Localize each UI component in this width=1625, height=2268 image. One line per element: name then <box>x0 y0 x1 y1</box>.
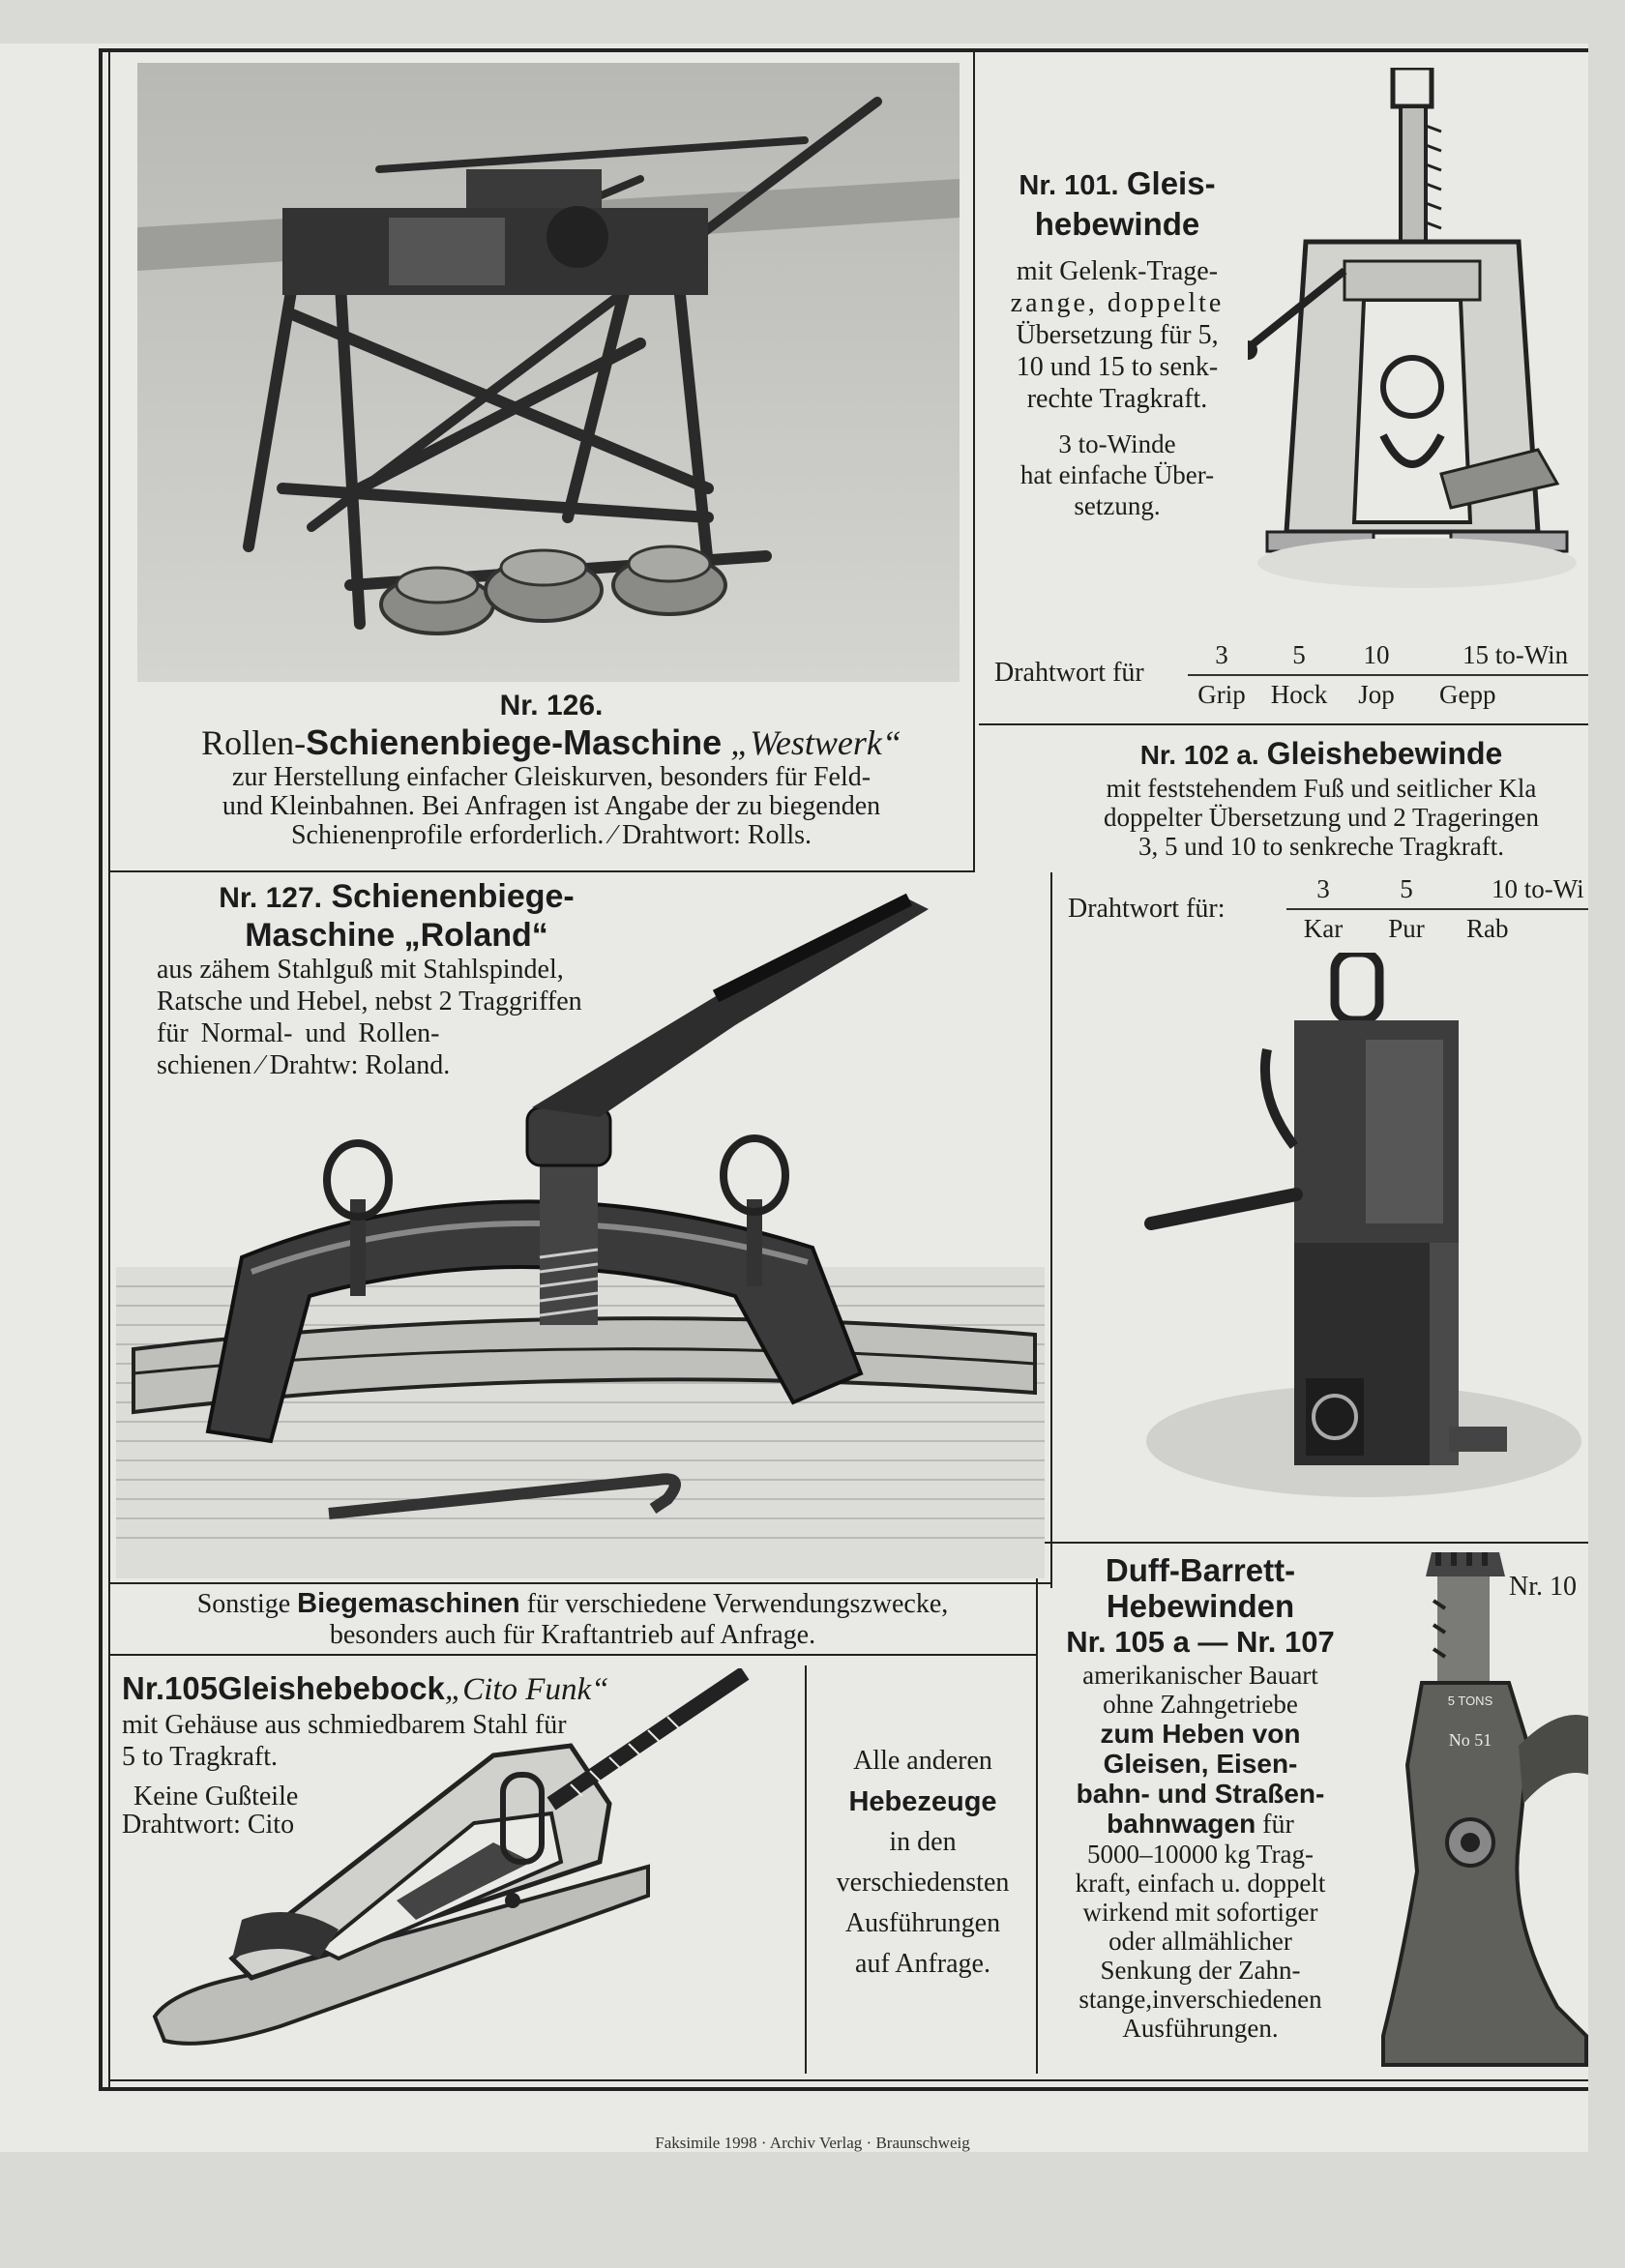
nr101-note-2: hat einfache Über- <box>1019 460 1215 489</box>
frame-top-rule <box>102 48 1588 52</box>
nr101-code-10 <box>1343 640 1410 710</box>
nr102a-title <box>1054 735 1588 774</box>
alle-line-5: auf Anfrage. <box>855 1949 990 1979</box>
duff-line-b1: 5000–10000 kg Trag- <box>1086 1840 1315 1869</box>
divider-right-mid <box>1037 1542 1588 1544</box>
duff-bold-tail: für <box>1262 1810 1294 1840</box>
nr126-number: Nr. 126. <box>499 690 604 722</box>
duff-barrett-jack-illustration <box>1364 1552 1588 2079</box>
nr102a-line-1: mit feststehendem Fuß und seitlicher Kla <box>1106 774 1537 803</box>
nr105-title-name: „Cito Funk“ <box>444 1672 609 1707</box>
nr101-note-1: 3 to-Winde <box>1058 429 1176 458</box>
jack-mark-tons: 5 TONS <box>1447 1694 1493 1708</box>
nr126-photo <box>137 63 960 682</box>
divider-right-col <box>1050 872 1052 1588</box>
footer-imprint: Faksimile 1998 · Archiv Verlag · Braunschweig <box>655 2134 970 2152</box>
duff-line-b2: kraft, einfach u. doppelt <box>1075 1869 1326 1898</box>
nr126-line-3: Schienenprofile erforderlich. ⁄ Drahtwort: Rolls. <box>290 820 812 850</box>
duff-bold-4 <box>1041 1809 1360 1840</box>
alle-line-3: verschiedensten <box>836 1868 1010 1898</box>
alle-line-2: in den <box>889 1827 957 1857</box>
nr127-line-3: für Normal- und Rollen- <box>157 1018 440 1048</box>
nr101-code-num: 10 <box>1343 640 1410 676</box>
sonstige-post: für verschiedene Verwendungszwecke, <box>526 1589 949 1619</box>
frame-bottom-rule <box>99 2087 1588 2091</box>
nr126-line-2: und Kleinbahnen. Bei Anfragen ist Angabe der zu biegenden <box>222 791 881 821</box>
nr102a-code-num: 10 to-Wi <box>1453 874 1588 910</box>
roland-bending-machine-illustration <box>116 890 1045 1578</box>
duff-bold-4-text: bahnwagen <box>1107 1809 1256 1839</box>
frame-left-rule <box>99 48 103 2091</box>
nr102a-code-table <box>1286 874 1588 944</box>
nr101-title-b: hebewinde <box>1034 206 1200 242</box>
nr126-title-main: Schienenbiege-Maschine <box>306 722 723 762</box>
nr127-line-2: Ratsche und Hebel, nebst 2 Traggriffen <box>157 987 582 1016</box>
nr101-line-2: zange, doppelte <box>1010 288 1225 318</box>
duff-line-b6: stange,inverschiedenen <box>1078 1985 1322 2014</box>
nr101-code-table <box>1188 640 1588 710</box>
alle-bold: Hebezeuge <box>848 1786 997 1817</box>
sonstige-line-2: besonders auch für Kraftantrieb auf Anfrage. <box>329 1620 816 1650</box>
sonstige-pre: Sonstige <box>196 1589 291 1619</box>
nr102a-code-10 <box>1453 874 1588 944</box>
duff-barrett-text <box>1041 1552 1360 2043</box>
nr102a-title-main: Gleishebewinde <box>1266 736 1503 771</box>
duff-range: Nr. 105 a — Nr. 107 <box>1066 1625 1335 1659</box>
nr101-code-word: Hock <box>1270 680 1328 709</box>
cito-funk-gleishebebock-illustration <box>145 1668 803 2055</box>
duff-bold-3: bahn- und Straßen- <box>1076 1779 1325 1809</box>
nr102a-code-5 <box>1360 874 1453 944</box>
nr105-note-1: Keine Gußteile <box>133 1782 299 1811</box>
duff-title-2: Hebewinden <box>1106 1588 1295 1624</box>
divider-nr126-bottom <box>108 870 975 872</box>
nr105-line-2: 5 to Tragkraft. <box>122 1742 278 1772</box>
nr102a-code-label: Drahtwort für: <box>1068 894 1226 924</box>
duff-line-a2: ohne Zahngetriebe <box>1103 1690 1298 1719</box>
nr101-code-num: 15 to-Win <box>1410 640 1588 676</box>
nr101-text <box>977 164 1257 521</box>
alle-line-1: Alle anderen <box>853 1746 992 1776</box>
nr102a-text <box>1054 735 1588 861</box>
nr126-line-1: zur Herstellung einfacher Gleiskurven, besonders für Feld- <box>231 762 872 792</box>
divider-sonstige-bottom <box>108 1654 1037 1656</box>
sonstige-biegemaschinen <box>108 1588 1037 1651</box>
nr126-title-name: „Westwerk“ <box>730 723 901 762</box>
nr101-line-5: rechte Tragkraft. <box>1026 384 1208 414</box>
nr105-note-2: Drahtwort: Cito <box>122 1810 295 1840</box>
nr101-code-num: 3 <box>1188 640 1256 676</box>
frame-left-inner-rule <box>108 52 110 2087</box>
nr102a-line-2: doppelter Übersetzung und 2 Trageringen <box>1104 803 1539 832</box>
nr101-code-num: 5 <box>1256 640 1343 676</box>
nr101-code-word: Grip <box>1197 680 1246 709</box>
duff-line-b7: Ausführungen. <box>1122 2014 1279 2043</box>
duff-line-b5: Senkung der Zahn- <box>1100 1956 1301 1985</box>
duff-side-label: Nr. 10 <box>1509 1572 1577 1602</box>
rail-bending-machine-illustration <box>137 63 960 682</box>
nr126-title-prefix: Rollen- <box>201 723 307 762</box>
duff-bold-1: zum Heben von <box>1100 1719 1301 1749</box>
nr105-number: Nr.105 <box>122 1670 219 1706</box>
nr101-code-word: Jop <box>1358 680 1395 709</box>
nr126-caption <box>135 690 967 850</box>
nr126-title <box>135 722 967 763</box>
nr105-line-1: mit Gehäuse aus schmiedbarem Stahl für <box>122 1710 567 1740</box>
gleishebewinde-102a-illustration <box>1141 953 1586 1504</box>
nr102a-code-3 <box>1286 874 1360 944</box>
nr127-number: Nr. 127. <box>219 882 322 914</box>
duff-line-b3: wirkend mit sofortiger <box>1082 1898 1318 1927</box>
nr127-line-4: schienen ⁄ Drahtw: Roland. <box>157 1050 451 1075</box>
nr105-title-main: Gleishebebock <box>218 1670 445 1706</box>
duff-bold-2: Gleisen, Eisen- <box>1103 1749 1298 1779</box>
nr101-code-label: Drahtwort für <box>994 658 1144 688</box>
nr102a-code-word: Rab <box>1466 914 1509 943</box>
alle-anderen-hebezeuge <box>809 1741 1037 1985</box>
nr101-number: Nr. 101. <box>1019 170 1119 201</box>
nr102a-code-num: 3 <box>1286 874 1360 910</box>
jack-mark-number: No 51 <box>1448 1730 1492 1750</box>
nr102a-code-num: 5 <box>1360 874 1453 910</box>
sonstige-bold: Biegemaschinen <box>297 1588 520 1619</box>
frame-bottom-inner-rule <box>108 2079 1588 2081</box>
duff-line-b4: oder allmählicher <box>1108 1927 1292 1956</box>
nr101-title-a: Gleis- <box>1126 165 1216 201</box>
nr101-code-3 <box>1188 640 1256 710</box>
nr101-code-5 <box>1256 640 1343 710</box>
nr101-line-1: mit Gelenk-Trage- <box>1016 256 1219 286</box>
divider-vertical-main <box>973 52 975 872</box>
divider-105-alle <box>805 1665 807 2074</box>
nr102a-code-word: Kar <box>1303 914 1344 943</box>
divider-127-bottom <box>108 1582 1052 1584</box>
nr101-title <box>977 164 1257 205</box>
duff-line-a1: amerikanischer Bauart <box>1082 1661 1318 1690</box>
divider-101-bottom <box>979 723 1588 725</box>
nr101-code-15 <box>1410 640 1588 710</box>
nr101-line-4: 10 und 15 to senk- <box>1016 352 1219 382</box>
nr102a-code-word: Pur <box>1388 914 1425 943</box>
gleishebewinde-101-illustration <box>1248 68 1588 619</box>
sonstige-line-1 <box>108 1588 1037 1620</box>
alle-line-4: Ausführungen <box>844 1908 1001 1938</box>
nr101-note-3: setzung. <box>1074 491 1161 520</box>
nr101-line-3: Übersetzung für 5, <box>1016 320 1219 350</box>
nr127-title-a: Schienenbiege- <box>331 878 575 915</box>
duff-title-1: Duff-Barrett- <box>1105 1552 1296 1588</box>
nr102a-number: Nr. 102 a. <box>1139 740 1259 770</box>
nr102a-line-3: 3, 5 und 10 to senkreche Tragkraft. <box>1138 832 1504 861</box>
nr127-title-2: Maschine „Roland“ <box>245 917 548 954</box>
nr127-line-1: aus zähem Stahlguß mit Stahlspindel, <box>157 955 564 985</box>
nr101-code-word: Gepp <box>1439 680 1496 709</box>
